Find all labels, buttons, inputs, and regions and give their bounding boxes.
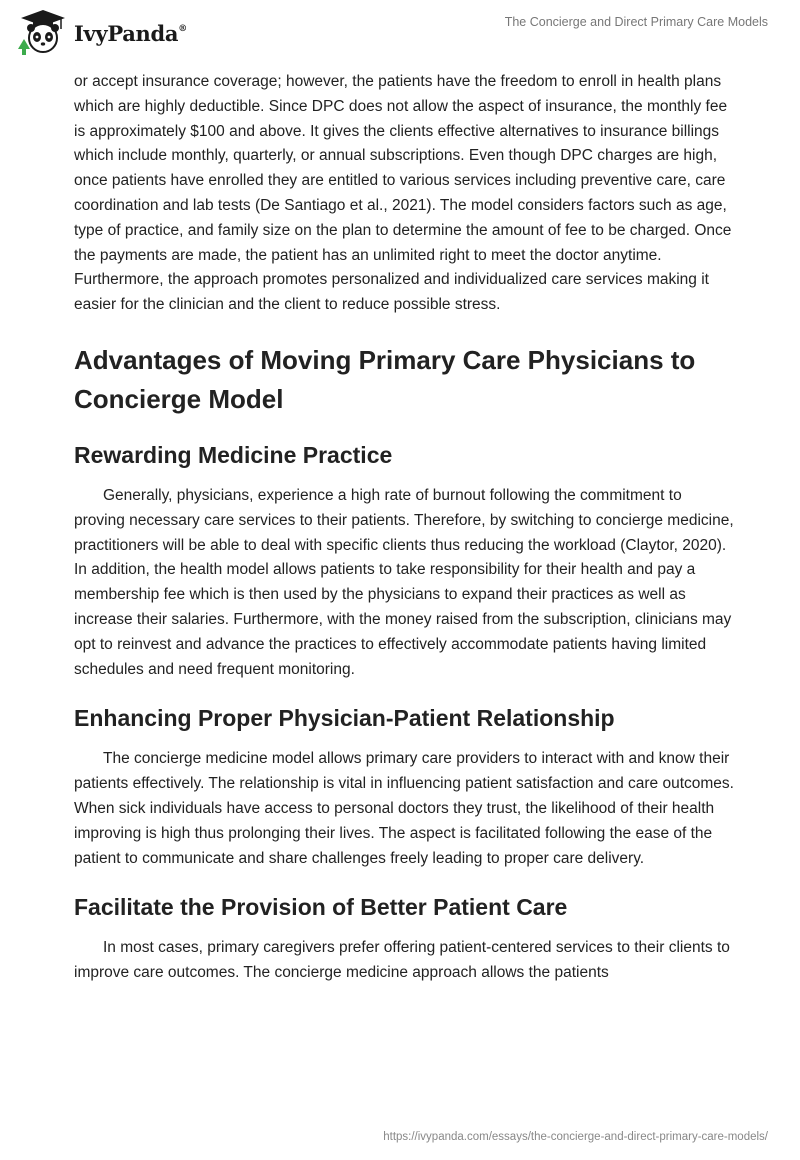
subsection-heading: Enhancing Proper Physician-Patient Relationship — [74, 705, 615, 732]
subsection-paragraph: Generally, physicians, experience a high rate of burnout following the commitment to proving necessary care services to their patients. Therefore, by switching to concierge medicine, practitioners will be able to deal with specific clients thus reducing the workload (Claytor, 2020). In addition, the health model allows patients to take responsibility for their health and pay a membership fee which is then used by the physicians to expand their practices as well as increase their salaries. Furthermore, with the money raised from the subscription, clinicians may opt to reinvest and advance the practices to effectively accommodate patients having limited schedules and need frequent monitoring. — [74, 486, 734, 678]
footer-url[interactable]: https://ivypanda.com/essays/the-concierge-and-direct-primary-care-models/ — [383, 1131, 768, 1143]
page-header — [0, 0, 800, 70]
document-title: The Concierge and Direct Primary Care Models — [504, 15, 768, 29]
essay-content — [74, 70, 734, 986]
subsection-paragraph: In most cases, primary caregivers prefer offering patient-centered services to their clients to improve care outcomes. The concierge medicine approach allows the patients — [74, 939, 730, 982]
logo-wordmark: IvyPanda® — [74, 20, 187, 46]
panda-graduate-icon — [16, 9, 70, 57]
ivypanda-logo[interactable] — [16, 9, 187, 57]
subsection-heading: Facilitate the Provision of Better Patient Care — [74, 894, 568, 921]
section-heading: Advantages of Moving Primary Care Physicians to Concierge Model — [74, 344, 696, 414]
intro-paragraph: or accept insurance coverage; however, the patients have the freedom to enroll in health plans which are highly deductible. Since DPC does not allow the aspect of insurance, the monthly fee is approximately $100 and above. It gives the clients effective alternatives to insurance billings which include monthly, quarterly, or annual subscriptions. Even though DPC charges are high, once patients have enrolled they are entitled to various services including preventive care, care coordination and lab tests (De Santiago et al., 2021). The model considers factors such as age, type of practice, and family size on the plan to determine the amount of fee to be charged. Once the payments are made, the patient has an unlimited right to meet the doctor anytime. Furthermore, the approach promotes personalized and individualized care services making it easier for the clinician and the client to reduce possible stress. — [74, 73, 732, 314]
subsection-heading: Rewarding Medicine Practice — [74, 441, 393, 468]
subsection-paragraph: The concierge medicine model allows primary care providers to interact with and know their patients effectively. The relationship is vital in influencing patient satisfaction and care outcomes. When sick individuals have access to personal doctors they trust, the likelihood of their health improving is high thus prolonging their lives. The aspect is facilitated following the ease of the patient to communicate and share challenges freely leading to proper care delivery. — [74, 750, 734, 867]
